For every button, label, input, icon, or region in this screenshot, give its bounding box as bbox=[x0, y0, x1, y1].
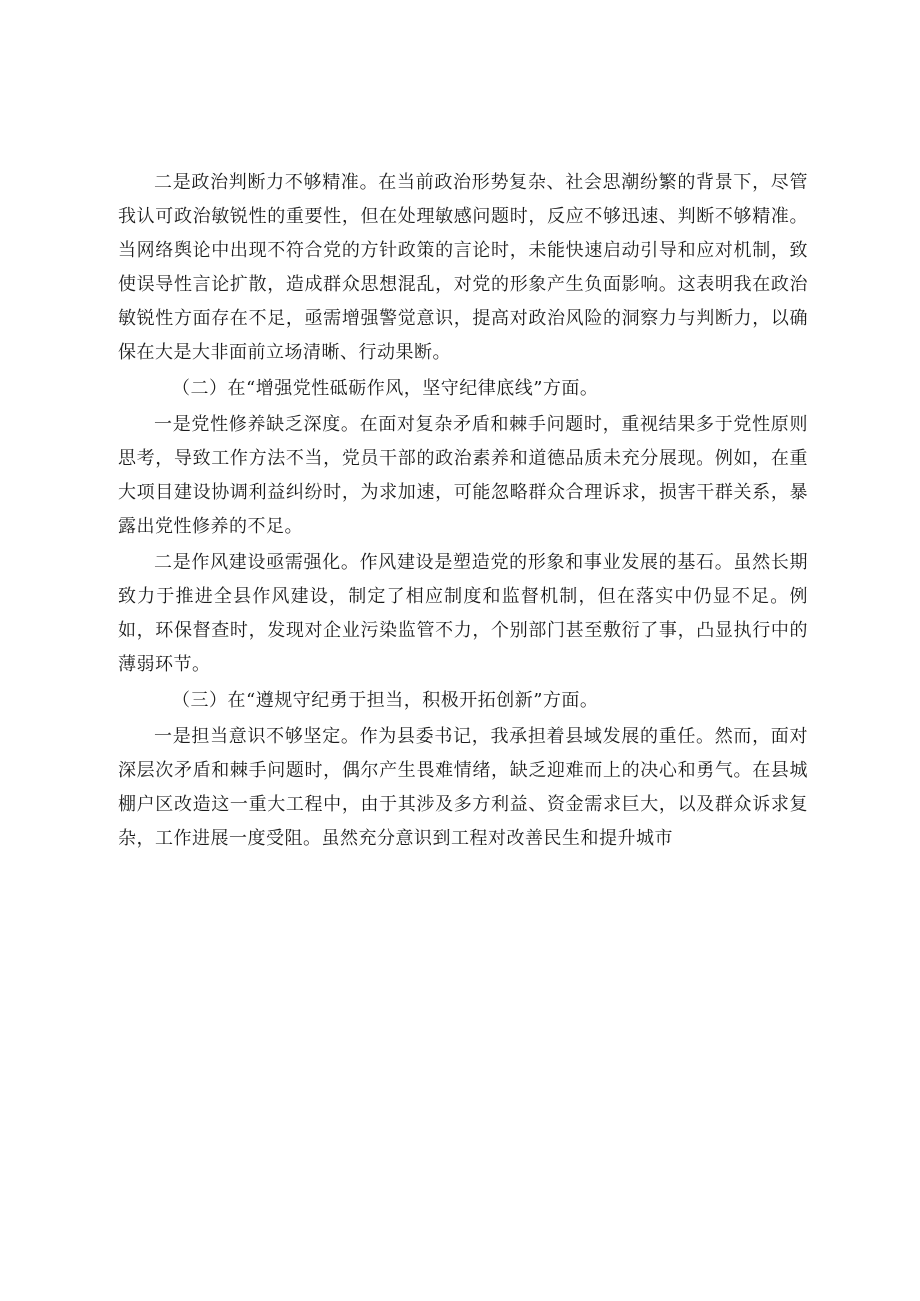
paragraph-political-judgment: 二是政治判断力不够精准。在当前政治形势复杂、社会思潮纷繁的背景下，尽管我认可政治敏锐性的重要性，但在处理敏感问题时，反应不够迅速、判断不够精准。当网络舆论中出现不符合党的方针政策的言论时，未能快速启动引导和应对机制，致使误导性言论扩散，造成群众思想混乱，对党的形象产生负面影响。这表明我在政治敏锐性方面存在不足，亟需增强警觉意识，提高对政治风险的洞察力与判断力，以确保在大是大非面前立场清晰、行动果断。 bbox=[118, 172, 808, 363]
paragraph-work-style: 二是作风建设亟需强化。作风建设是塑造党的形象和事业发展的基石。虽然长期致力于推进全县作风建设，制定了相应制度和监督机制，但在落实中仍显不足。例如，环保督查时，发现对企业污染监管不力，个别部门甚至敷衍了事，凸显执行中的薄弱环节。 bbox=[118, 552, 808, 675]
section-heading-2: （二）在“增强党性砥砺作风，坚守纪律底线”方面。 bbox=[172, 378, 599, 399]
paragraph-responsibility: 一是担当意识不够坚定。作为县委书记，我承担着县域发展的重任。然而，面对深层次矛盾和棘手问题时，偶尔产生畏难情绪，缺乏迎难而上的决心和勇气。在县城棚户区改造这一重大工程中，由于其涉及多方利益、资金需求巨大，以及群众诉求复杂，工作进展一度受阻。虽然充分意识到工程对改善民生和提升城市 bbox=[118, 726, 808, 849]
paragraph-party-spirit: 一是党性修养缺乏深度。在面对复杂矛盾和棘手问题时，重视结果多于党性原则思考，导致工作方法不当，党员干部的政治素养和道德品质未充分展现。例如，在重大项目建设协调利益纠纷时，为求加速，可能忽略群众合理诉求，损害干群关系，暴露出党性修养的不足。 bbox=[118, 414, 808, 537]
section-heading-3: （三）在“遵规守纪勇于担当，积极开拓创新”方面。 bbox=[172, 690, 599, 711]
document-body bbox=[118, 166, 808, 858]
